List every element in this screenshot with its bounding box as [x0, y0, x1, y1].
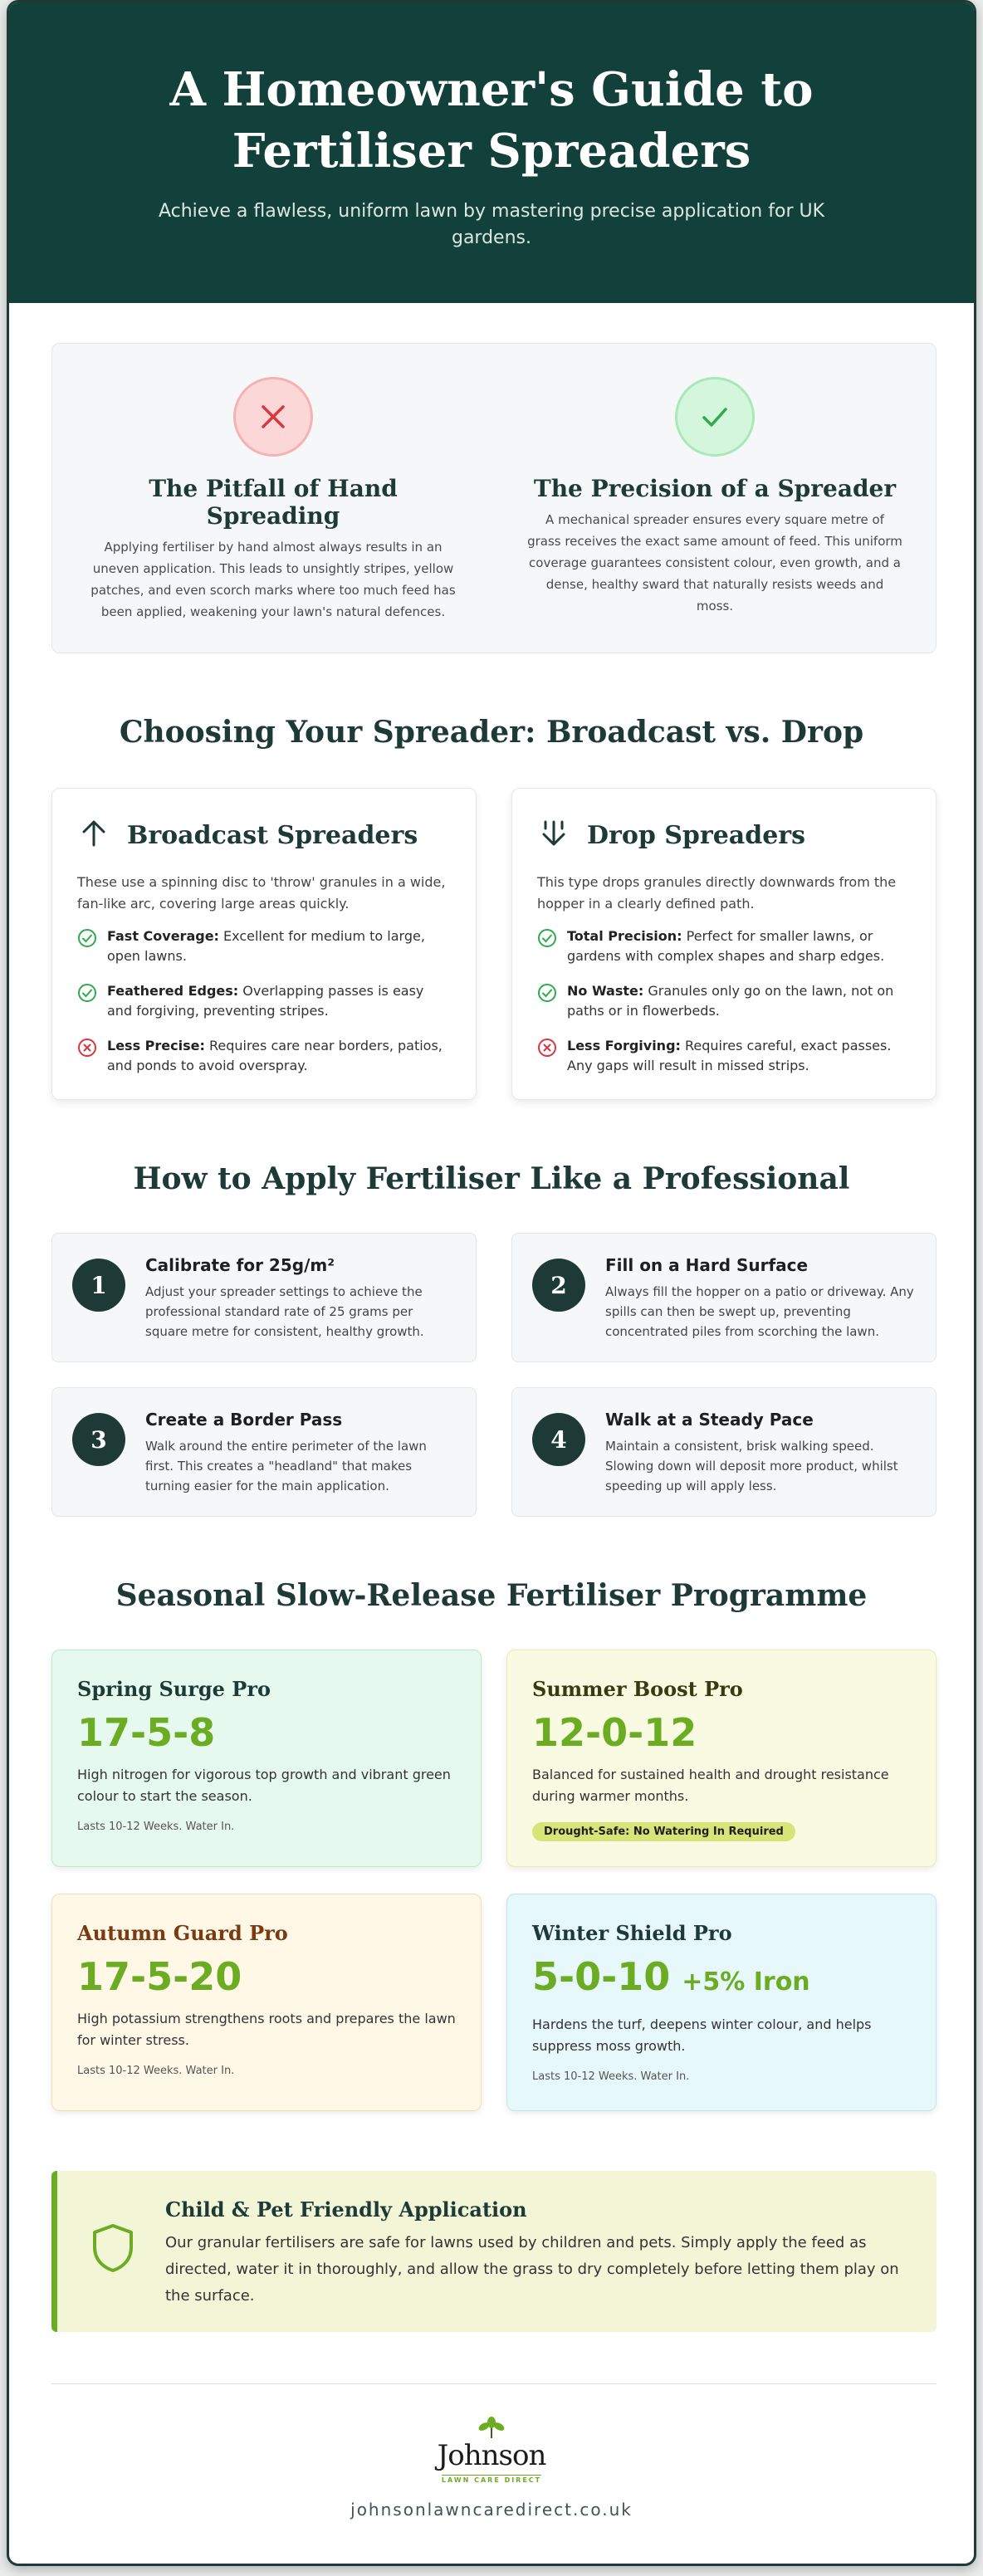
broadcast-title: Broadcast Spreaders [127, 820, 418, 850]
check-circle-icon [537, 928, 559, 954]
step-number: 2 [532, 1259, 585, 1312]
list-item [77, 1036, 451, 1076]
hand-spreading-column [52, 344, 494, 653]
step-number: 4 [532, 1413, 585, 1466]
spreader-precision-text: A mechanical spreader ensures every square metre of grass receives the exact same amount of feed. This uniform coverage guarantees consistent colour, even growth, and a dense, healthy sward that naturally resists weeds and moss. [527, 512, 902, 613]
product-description: High potassium strengthens roots and prepares the lawn for winter stress. [77, 2011, 456, 2048]
point-text: Excellent for medium to large, open lawns. [107, 928, 425, 964]
summer-product-card [506, 1650, 937, 1867]
check-circle-icon [77, 983, 99, 1009]
list-item [537, 926, 911, 966]
hand-spreading-text: Applying fertiliser by hand almost always results in an uneven application. This leads to unsightly stripes, yellow patches, and even scorch marks where too much feed has been applied, weakening your lawn's natural defences. [90, 540, 456, 619]
arrow-up-icon [77, 817, 110, 853]
step-title: Calibrate for 25g/m² [145, 1255, 335, 1275]
step-text: Adjust your spreader settings to achieve the professional standard rate of 25 grams per square metre for consistent, healthy growth. [145, 1284, 424, 1339]
brand-logo [9, 2417, 974, 2486]
list-item [77, 926, 451, 966]
product-name: Winter Shield Pro [532, 1921, 732, 1945]
point-label: No Waste: [567, 983, 644, 999]
product-description: Balanced for sustained health and drought resistance during warmer months. [532, 1767, 889, 1804]
brand-tagline: LAWN CARE DIRECT [441, 2476, 542, 2484]
infographic-page [7, 0, 976, 2566]
shield-icon [90, 2222, 140, 2332]
drop-points [537, 926, 911, 1076]
product-name: Autumn Guard Pro [77, 1921, 288, 1945]
step-text: Maintain a consistent, brisk walking speed. Slowing down will deposit more product, whilst speeding up will apply less. [605, 1439, 898, 1493]
leaf-icon [475, 2417, 508, 2438]
step-number: 1 [72, 1259, 125, 1312]
point-label: Fast Coverage: [107, 928, 219, 944]
spring-product-card [51, 1650, 482, 1867]
check-circle-icon [77, 928, 99, 954]
point-text: Perfect for smaller lawns, or gardens with complex shapes and sharp edges. [567, 928, 885, 964]
x-icon [233, 377, 313, 457]
arrow-down-icon [537, 817, 570, 853]
point-label: Less Precise: [107, 1038, 205, 1053]
point-label: Less Forgiving: [567, 1038, 681, 1053]
point-text: Requires careful, exact passes. Any gaps will result in missed strips. [567, 1038, 892, 1073]
broadcast-points [77, 926, 451, 1076]
safety-title: Child & Pet Friendly Application [165, 2197, 527, 2222]
product-note: Lasts 10-12 Weeks. Water In. [532, 2070, 690, 2083]
broadcast-spreader-card [51, 788, 477, 1100]
step-card [51, 1233, 477, 1362]
list-item [537, 981, 911, 1021]
step-title: Create a Border Pass [145, 1410, 343, 1430]
spreader-precision-title: The Precision of a Spreader [533, 475, 897, 502]
product-name: Spring Surge Pro [77, 1677, 271, 1701]
point-label: Total Precision: [567, 928, 682, 944]
step-text: Always fill the hopper on a patio or driveway. Any spills can then be swept up, preventing concentrated piles from scorching the lawn. [605, 1284, 914, 1339]
check-circle-icon [537, 983, 559, 1009]
choosing-section-title: Choosing Your Spreader: Broadcast vs. Drop [119, 715, 864, 750]
page-title: A Homeowner's Guide to Fertiliser Spreaders [169, 62, 814, 178]
product-description: Hardens the turf, deepens winter colour, and helps suppress moss growth. [532, 2016, 872, 2054]
brand-name: Johnson [437, 2439, 546, 2472]
step-title: Fill on a Hard Surface [605, 1255, 809, 1275]
product-note: Lasts 10-12 Weeks. Water In. [77, 1821, 235, 1833]
npk-ratio: 12-0-12 [532, 1710, 697, 1755]
safety-callout [51, 2171, 937, 2332]
point-text: Requires care near borders, patios, and ponds to avoid overspray. [107, 1038, 443, 1073]
step-card [51, 1387, 477, 1517]
drop-title: Drop Spreaders [587, 820, 805, 850]
x-circle-icon [537, 1038, 559, 1063]
product-description: High nitrogen for vigorous top growth and vibrant green colour to start the season. [77, 1767, 451, 1804]
step-card [511, 1233, 937, 1362]
step-number: 3 [72, 1413, 125, 1466]
winter-product-card [506, 1894, 937, 2111]
product-name: Summer Boost Pro [532, 1677, 743, 1701]
website-link[interactable]: johnsonlawncaredirect.co.uk [350, 2500, 633, 2520]
point-text: Overlapping passes is easy and forgiving, preventing stripes. [107, 983, 424, 1019]
autumn-product-card [51, 1894, 482, 2111]
safety-text: Our granular fertilisers are safe for lawns used by children and pets. Simply apply the feed as directed, water it in thoroughly, and allow the grass to dry completely before letting them play on the surface. [165, 2234, 899, 2305]
drop-spreader-card [511, 788, 937, 1100]
npk-ratio: 17-5-8 [77, 1710, 216, 1755]
hero-banner [9, 2, 974, 303]
point-text: Granules only go on the lawn, not on paths or in flowerbeds. [567, 983, 894, 1019]
drop-description: This type drops granules directly downwards from the hopper in a clearly defined path. [537, 874, 897, 912]
step-title: Walk at a Steady Pace [605, 1410, 814, 1430]
npk-ratio: 5-0-10 +5% Iron [532, 1954, 810, 1999]
point-label: Feathered Edges: [107, 983, 239, 999]
npk-ratio: 17-5-20 [77, 1954, 242, 1999]
hand-spreading-title: The Pitfall of Hand Spreading [149, 475, 398, 530]
page-subtitle: Achieve a flawless, uniform lawn by mastering precise application for UK gardens. [158, 201, 825, 248]
drought-safe-badge: Drought-Safe: No Watering In Required [532, 1822, 795, 1841]
seasonal-section-title: Seasonal Slow-Release Fertiliser Programme [115, 1578, 868, 1613]
step-text: Walk around the entire perimeter of the lawn first. This creates a "headland" that makes turning easier for the main application. [145, 1439, 427, 1493]
product-note: Lasts 10-12 Weeks. Water In. [77, 2065, 235, 2077]
check-icon [675, 377, 755, 457]
list-item [537, 1036, 911, 1076]
list-item [77, 981, 451, 1021]
broadcast-description: These use a spinning disc to 'throw' granules in a wide, fan-like arc, covering large areas quickly. [77, 874, 446, 912]
steps-section-title: How to Apply Fertiliser Like a Professional [133, 1161, 850, 1196]
footer-divider [51, 2383, 937, 2384]
spreader-precision-column [494, 344, 936, 653]
x-circle-icon [77, 1038, 99, 1063]
step-card [511, 1387, 937, 1517]
hand-vs-spreader-panel [51, 343, 937, 653]
